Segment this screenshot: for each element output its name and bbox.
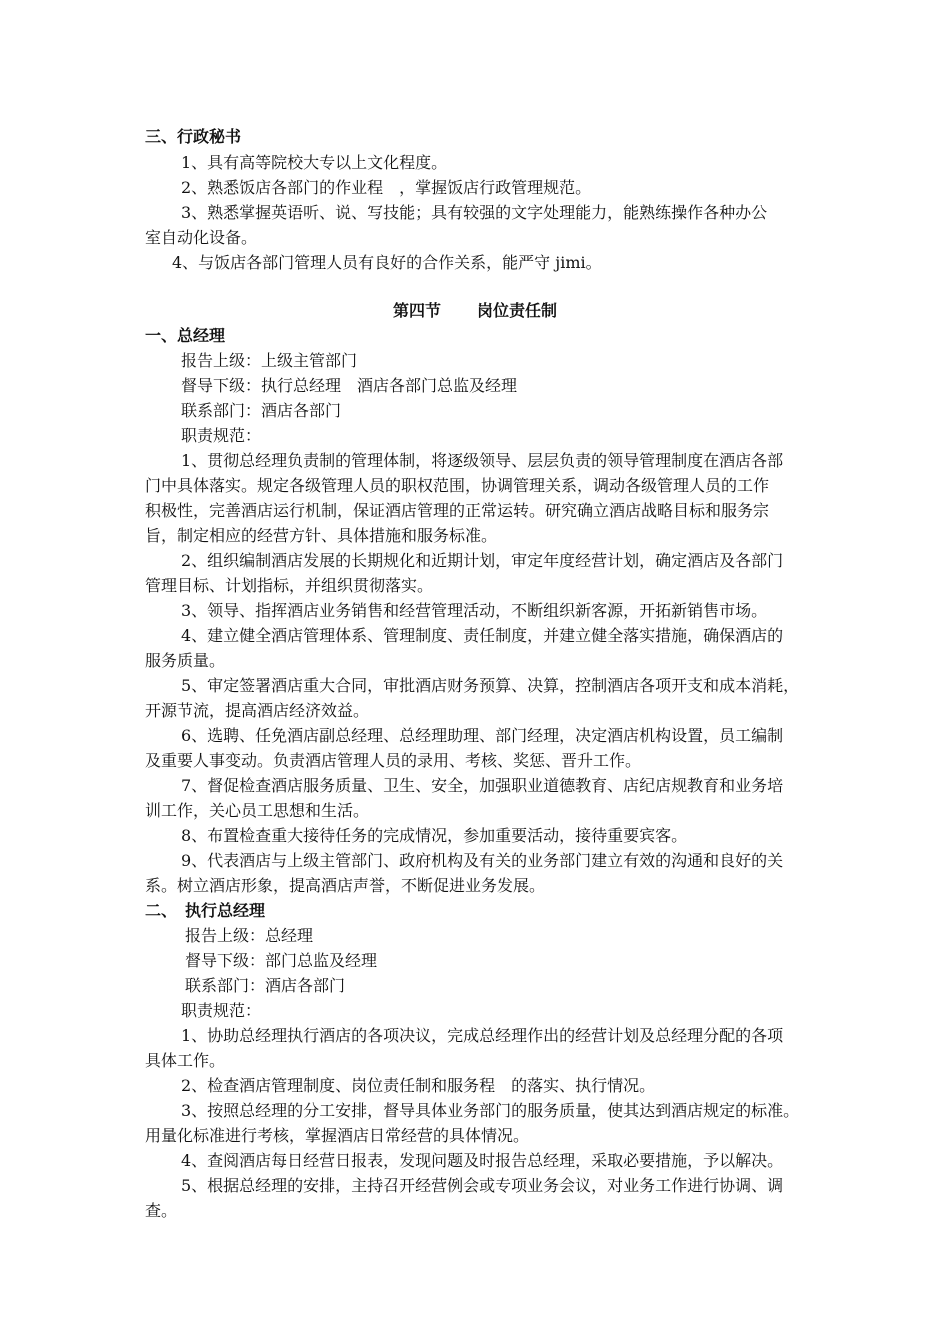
paragraph-line: 积极性，完善酒店运行机制，保证酒店管理的正常运转。研究确立酒店战略目标和服务宗	[145, 501, 770, 520]
paragraph-line: 及重要人事变动。负责酒店管理人员的录用、考核、奖惩、晋升工作。	[145, 751, 642, 770]
paragraph-line: 1、贯彻总经理负责制的管理体制，将逐级领导、层层负责的领导管理制度在酒店各部	[181, 451, 784, 470]
heading-executive-gm: 二、 执行总经理	[145, 901, 266, 920]
duties-label: 职责规范：	[181, 1001, 262, 1020]
paragraph-line: 系。树立酒店形象，提高酒店声誉，不断促进业务发展。	[145, 876, 546, 895]
paragraph-line: 4、与饭店各部门管理人员有良好的合作关系，能严守 jimi。	[172, 253, 602, 272]
paragraph-line: 训工作，关心员工思想和生活。	[145, 801, 370, 820]
supervise-line: 督导下级：执行总经理 酒店各部门总监及经理	[181, 376, 518, 395]
heading-general-manager: 一、总经理	[145, 326, 226, 345]
liaison-line: 联系部门：酒店各部门	[185, 976, 346, 995]
paragraph-line: 管理目标、计划指标，并组织贯彻落实。	[145, 576, 434, 595]
paragraph-line: 查。	[145, 1201, 178, 1220]
supervise-line: 督导下级：部门总监及经理	[185, 951, 378, 970]
report-to-line: 报告上级：上级主管部门	[181, 351, 358, 370]
paragraph-line: 2、检查酒店管理制度、岗位责任制和服务程 的落实、执行情况。	[181, 1076, 656, 1095]
paragraph-line: 用量化标准进行考核，掌握酒店日常经营的具体情况。	[145, 1126, 530, 1145]
paragraph-line: 6、选聘、任免酒店副总经理、总经理助理、部门经理，决定酒店机构设置，员工编制	[181, 726, 784, 745]
paragraph-line: 9、代表酒店与上级主管部门、政府机构及有关的业务部门建立有效的沟通和良好的关	[181, 851, 784, 870]
liaison-line: 联系部门：酒店各部门	[181, 401, 342, 420]
paragraph-line: 2、组织编制酒店发展的长期规化和近期计划，审定年度经营计划，确定酒店及各部门	[181, 551, 784, 570]
paragraph-line: 门中具体落实。规定各级管理人员的职权范围，协调管理关系，调动各级管理人员的工作	[145, 476, 770, 495]
paragraph-line: 4、查阅酒店每日经营日报表，发现问题及时报告总经理，采取必要措施，予以解决。	[181, 1151, 784, 1170]
duties-label: 职责规范：	[181, 426, 262, 445]
paragraph-line: 4、建立健全酒店管理体系、管理制度、责任制度，并建立健全落实措施，确保酒店的	[181, 626, 784, 645]
section-title	[0, 299, 950, 323]
paragraph-line: 旨，制定相应的经营方针、具体措施和服务标准。	[145, 526, 498, 545]
paragraph-line: 1、协助总经理执行酒店的各项决议，完成总经理作出的经营计划及总经理分配的各项	[181, 1026, 784, 1045]
heading-secretary: 三、行政秘书	[145, 127, 242, 146]
paragraph-line: 服务质量。	[145, 651, 226, 670]
paragraph-line: 7、督促检查酒店服务质量、卫生、安全，加强职业道德教育、店纪店规教育和业务培	[181, 776, 784, 795]
paragraph-line: 1、具有高等院校大专以上文化程度。	[181, 153, 448, 172]
paragraph-line: 3、熟悉掌握英语听、说、写技能；具有较强的文字处理能力，能熟练操作各种办公	[181, 203, 768, 222]
paragraph-line: 具体工作。	[145, 1051, 226, 1070]
paragraph-line: 5、审定签署酒店重大合同，审批酒店财务预算、决算，控制酒店各项开支和成本消耗，	[181, 676, 800, 695]
paragraph-line: 室自动化设备。	[145, 228, 258, 247]
report-to-line: 报告上级：总经理	[185, 926, 314, 945]
paragraph-line: 8、布置检查重大接待任务的完成情况，参加重要活动，接待重要宾客。	[181, 826, 688, 845]
paragraph-line: 3、领导、指挥酒店业务销售和经营管理活动，不断组织新客源，开拓新销售市场。	[181, 601, 768, 620]
paragraph-line: 3、按照总经理的分工安排，督导具体业务部门的服务质量，使其达到酒店规定的标准。	[181, 1101, 800, 1120]
paragraph-line: 开源节流，提高酒店经济效益。	[145, 701, 370, 720]
section-title-name: 岗位责任制	[477, 301, 558, 320]
paragraph-line: 5、根据总经理的安排，主持召开经营例会或专项业务会议，对业务工作进行协调、调	[181, 1176, 784, 1195]
paragraph-line: 2、熟悉饭店各部门的作业程 ，掌握饭店行政管理规范。	[181, 178, 592, 197]
section-title-number: 第四节	[392, 301, 441, 320]
